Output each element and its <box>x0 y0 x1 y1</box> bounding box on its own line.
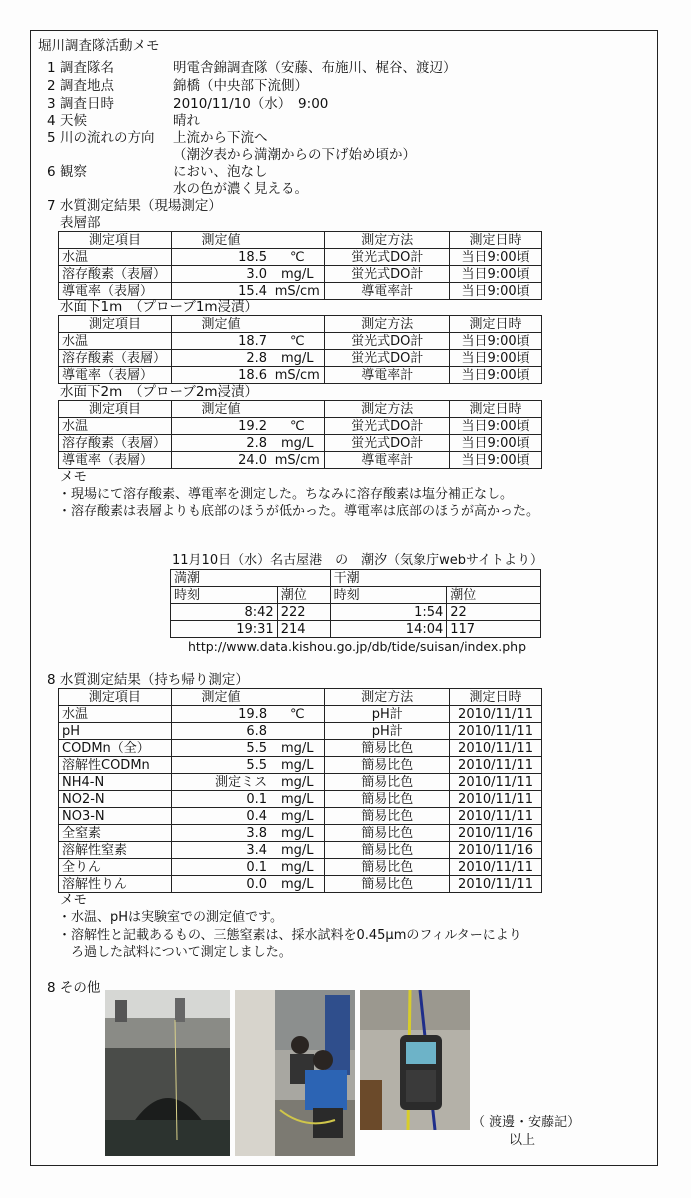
section-8-memo-line: ・水温、pHは実験室での測定値です。 <box>58 910 283 925</box>
cell-value: 18.5 <box>171 249 270 266</box>
cell-item: 溶存酸素（表層） <box>59 435 172 452</box>
high-level-header: 潮位 <box>277 587 330 604</box>
cell-method: 簡易比色 <box>325 842 450 859</box>
cell-unit: ℃ <box>270 333 325 350</box>
cell-datetime: 2010/11/11 <box>450 859 542 876</box>
end-mark: 以上 <box>509 1133 536 1148</box>
item-2-number: 2 <box>47 78 56 94</box>
cell-item: NO2-N <box>59 791 172 808</box>
cell-unit: mg/L <box>270 757 325 774</box>
tide-caption: 11月10日（水）名古屋港 の 潮汐（気象庁webサイトより） <box>172 553 544 568</box>
header-method: 測定方法 <box>325 232 450 249</box>
header-method: 測定方法 <box>325 401 450 418</box>
photo-bridge <box>105 990 230 1156</box>
table-header-row <box>59 232 542 249</box>
cell-unit: mg/L <box>270 859 325 876</box>
cell-method: 簡易比色 <box>325 774 450 791</box>
section-8-memo-label: メモ <box>60 892 87 908</box>
header-datetime: 測定日時 <box>450 401 542 418</box>
cell-unit: ℃ <box>270 418 325 435</box>
tide-row <box>171 604 541 621</box>
item-5-value: 上流から下流へ <box>173 130 268 146</box>
section-7-heading: 7 水質測定結果（現場測定） <box>47 198 222 214</box>
item-1-value: 明電舎錦調査隊（安藤、布施川、梶谷、渡辺） <box>173 60 457 76</box>
cell-datetime: 2010/11/16 <box>450 825 542 842</box>
cell-item: 溶解性窒素 <box>59 842 172 859</box>
table-row <box>59 825 542 842</box>
cell-item: 水温 <box>59 418 172 435</box>
cell-value: 2.8 <box>171 350 270 367</box>
cell-method: 簡易比色 <box>325 808 450 825</box>
cell-unit: mg/L <box>270 791 325 808</box>
header-unit <box>270 316 325 333</box>
item-1-number: 1 <box>47 60 56 76</box>
cell-datetime: 2010/11/11 <box>450 723 542 740</box>
cell-value: 3.4 <box>171 842 270 859</box>
item-5-label: 川の流れの方向 <box>60 130 155 146</box>
cell-item: 導電率（表層） <box>59 367 172 384</box>
cell-item: 水温 <box>59 333 172 350</box>
item-4-label: 天候 <box>60 113 87 129</box>
surface-table-label: 表層部 <box>60 215 101 231</box>
cell-datetime: 2010/11/11 <box>450 774 542 791</box>
low-tide-header: 干潮 <box>330 570 540 587</box>
cell-value: 19.2 <box>171 418 270 435</box>
item-2-value: 錦橋（中央部下流側） <box>173 78 308 94</box>
item-4-value: 晴れ <box>173 113 200 129</box>
table-row <box>59 706 542 723</box>
cell-unit: mg/L <box>270 350 325 367</box>
item-5-number: 5 <box>47 130 56 146</box>
depth-2m-table-label: 水面下2m （プローブ2m浸漬） <box>60 384 259 400</box>
header-item: 測定項目 <box>59 689 172 706</box>
cell-datetime: 2010/11/11 <box>450 706 542 723</box>
table-header-row <box>59 401 542 418</box>
high-time: 19:31 <box>171 621 278 638</box>
cell-value: 6.8 <box>171 723 270 740</box>
cell-datetime: 当日9:00頃 <box>450 266 542 283</box>
table-row <box>59 757 542 774</box>
high-time: 8:42 <box>171 604 278 621</box>
cell-unit <box>270 723 325 740</box>
table-row <box>59 774 542 791</box>
table-row <box>59 791 542 808</box>
header-unit <box>270 401 325 418</box>
cell-value: 0.1 <box>171 791 270 808</box>
cell-unit: mg/L <box>270 842 325 859</box>
cell-method: pH計 <box>325 723 450 740</box>
cell-unit: mS/cm <box>270 283 325 300</box>
cell-value: 0.4 <box>171 808 270 825</box>
table-row <box>59 350 542 367</box>
cell-value: 5.5 <box>171 757 270 774</box>
header-unit <box>270 689 325 706</box>
cell-value: 19.8 <box>171 706 270 723</box>
header-method: 測定方法 <box>325 316 450 333</box>
cell-item: 導電率（表層） <box>59 283 172 300</box>
bridge-photo-image <box>105 990 230 1156</box>
cell-method: 蛍光式DO計 <box>325 249 450 266</box>
low-time-header: 時刻 <box>330 587 447 604</box>
item-2-label: 調査地点 <box>60 78 114 94</box>
section-7-memo-line: ・現場にて溶存酸素、導電率を測定した。ちなみに溶存酸素は塩分補正なし。 <box>58 487 514 502</box>
table-row <box>59 249 542 266</box>
item-6-label: 観察 <box>60 164 87 180</box>
header-value: 測定値 <box>171 232 270 249</box>
cell-item: pH <box>59 723 172 740</box>
cell-method: 蛍光式DO計 <box>325 266 450 283</box>
cell-item: 溶存酸素（表層） <box>59 350 172 367</box>
header-datetime: 測定日時 <box>450 316 542 333</box>
table-row <box>59 808 542 825</box>
table-row <box>59 418 542 435</box>
header-item: 測定項目 <box>59 401 172 418</box>
cell-item: 溶解性りん <box>59 876 172 893</box>
item-3-number: 3 <box>47 96 56 112</box>
cell-method: pH計 <box>325 706 450 723</box>
cell-unit: ℃ <box>270 249 325 266</box>
header-value: 測定値 <box>171 689 270 706</box>
table-row <box>59 435 542 452</box>
photo-meter <box>360 990 470 1130</box>
item-6-value: におい、泡なし <box>173 164 268 180</box>
cell-unit: ℃ <box>270 706 325 723</box>
low-time: 1:54 <box>330 604 447 621</box>
header-item: 測定項目 <box>59 232 172 249</box>
author-signature: （ 渡邊・安藤記） <box>472 1115 581 1130</box>
cell-datetime: 当日9:00頃 <box>450 333 542 350</box>
tide-header-row <box>171 570 541 587</box>
cell-datetime: 当日9:00頃 <box>450 350 542 367</box>
header-value: 測定値 <box>171 316 270 333</box>
cell-value: 24.0 <box>171 452 270 469</box>
cell-unit: mg/L <box>270 808 325 825</box>
document-title: 堀川調査隊活動メモ <box>38 38 160 54</box>
header-item: 測定項目 <box>59 316 172 333</box>
tide-subheader-row <box>171 587 541 604</box>
cell-method: 簡易比色 <box>325 757 450 774</box>
cell-datetime: 当日9:00頃 <box>450 249 542 266</box>
low-level: 22 <box>447 604 541 621</box>
table-header-row <box>59 316 542 333</box>
table-row <box>59 266 542 283</box>
high-time-header: 時刻 <box>171 587 278 604</box>
depth-1m-table-label: 水面下1m （プローブ1m浸漬） <box>60 299 259 315</box>
item-1-label: 調査隊名 <box>60 60 114 76</box>
table-row <box>59 859 542 876</box>
cell-method: 蛍光式DO計 <box>325 418 450 435</box>
table-header-row <box>59 689 542 706</box>
cell-method: 簡易比色 <box>325 859 450 876</box>
section-8-memo-line: ろ過した試料について測定しました。 <box>58 945 292 960</box>
table-row <box>59 367 542 384</box>
cell-unit: mS/cm <box>270 452 325 469</box>
cell-value: 3.8 <box>171 825 270 842</box>
cell-value: 3.0 <box>171 266 270 283</box>
cell-datetime: 2010/11/11 <box>450 876 542 893</box>
cell-datetime: 2010/11/11 <box>450 757 542 774</box>
cell-datetime: 2010/11/11 <box>450 791 542 808</box>
high-tide-header: 満潮 <box>171 570 331 587</box>
surface-measurement-table <box>58 231 542 300</box>
photo-field-work <box>235 990 355 1156</box>
cell-method: 簡易比色 <box>325 876 450 893</box>
cell-unit: mS/cm <box>270 367 325 384</box>
cell-value: 18.6 <box>171 367 270 384</box>
cell-value: 0.1 <box>171 859 270 876</box>
table-row <box>59 842 542 859</box>
cell-unit: mg/L <box>270 266 325 283</box>
field-work-photo-image <box>235 990 355 1156</box>
high-level: 214 <box>277 621 330 638</box>
cell-datetime: 当日9:00頃 <box>450 283 542 300</box>
header-method: 測定方法 <box>325 689 450 706</box>
cell-method: 蛍光式DO計 <box>325 333 450 350</box>
cell-datetime: 2010/11/11 <box>450 808 542 825</box>
cell-value: 測定ミス <box>171 774 270 791</box>
cell-unit: mg/L <box>270 774 325 791</box>
cell-value: 15.4 <box>171 283 270 300</box>
table-row <box>59 283 542 300</box>
tide-source-url: http://www.data.kishou.go.jp/db/tide/suisan/index.php <box>188 639 527 654</box>
other-heading: 8 その他 <box>47 980 101 996</box>
cell-method: 導電率計 <box>325 452 450 469</box>
cell-item: 全りん <box>59 859 172 876</box>
header-datetime: 測定日時 <box>450 232 542 249</box>
cell-value: 2.8 <box>171 435 270 452</box>
table-row <box>59 740 542 757</box>
cell-item: 導電率（表層） <box>59 452 172 469</box>
table-row <box>59 452 542 469</box>
high-level: 222 <box>277 604 330 621</box>
cell-item: NH4-N <box>59 774 172 791</box>
section-7-memo-label: メモ <box>60 469 87 485</box>
cell-item: CODMn（全） <box>59 740 172 757</box>
cell-unit: mg/L <box>270 825 325 842</box>
section-7-memo-line: ・溶存酸素は表層よりも底部のほうが低かった。導電率は底部のほうが高かった。 <box>58 504 540 519</box>
cell-method: 簡易比色 <box>325 825 450 842</box>
cell-unit: mg/L <box>270 876 325 893</box>
item-5-note: （潮汐表から満潮からの下げ始め頃か） <box>173 147 416 163</box>
cell-method: 簡易比色 <box>325 791 450 808</box>
item-4-number: 4 <box>47 113 56 129</box>
cell-item: NO3-N <box>59 808 172 825</box>
table-row <box>59 333 542 350</box>
cell-method: 簡易比色 <box>325 740 450 757</box>
lab-measurement-table <box>58 688 542 893</box>
cell-method: 蛍光式DO計 <box>325 435 450 452</box>
low-time: 14:04 <box>330 621 447 638</box>
cell-value: 18.7 <box>171 333 270 350</box>
header-datetime: 測定日時 <box>450 689 542 706</box>
low-level: 117 <box>447 621 541 638</box>
depth-2m-measurement-table <box>58 400 542 469</box>
cell-item: 全窒素 <box>59 825 172 842</box>
header-value: 測定値 <box>171 401 270 418</box>
cell-value: 5.5 <box>171 740 270 757</box>
cell-datetime: 当日9:00頃 <box>450 435 542 452</box>
cell-method: 蛍光式DO計 <box>325 350 450 367</box>
cell-datetime: 当日9:00頃 <box>450 418 542 435</box>
cell-method: 導電率計 <box>325 367 450 384</box>
cell-datetime: 当日9:00頃 <box>450 367 542 384</box>
depth-1m-measurement-table <box>58 315 542 384</box>
low-level-header: 潮位 <box>447 587 541 604</box>
cell-datetime: 2010/11/11 <box>450 740 542 757</box>
tide-table <box>170 569 541 638</box>
cell-unit: mg/L <box>270 435 325 452</box>
section-8-heading: 8 水質測定結果（持ち帰り測定） <box>47 672 249 688</box>
tide-row <box>171 621 541 638</box>
meter-photo-image <box>360 990 470 1130</box>
cell-item: 溶解性CODMn <box>59 757 172 774</box>
item-6-note: 水の色が濃く見える。 <box>173 181 308 197</box>
header-unit <box>270 232 325 249</box>
item-6-number: 6 <box>47 164 56 180</box>
table-row <box>59 876 542 893</box>
item-3-value: 2010/11/10（水） 9:00 <box>173 96 329 112</box>
cell-unit: mg/L <box>270 740 325 757</box>
cell-item: 溶存酸素（表層） <box>59 266 172 283</box>
cell-datetime: 2010/11/16 <box>450 842 542 859</box>
item-3-label: 調査日時 <box>60 96 114 112</box>
cell-item: 水温 <box>59 249 172 266</box>
section-8-memo-line: ・溶解性と記載あるもの、三態窒素は、採水試料を0.45μmのフィルターにより <box>58 928 522 943</box>
table-row <box>59 723 542 740</box>
cell-method: 導電率計 <box>325 283 450 300</box>
cell-value: 0.0 <box>171 876 270 893</box>
cell-datetime: 当日9:00頃 <box>450 452 542 469</box>
cell-item: 水温 <box>59 706 172 723</box>
